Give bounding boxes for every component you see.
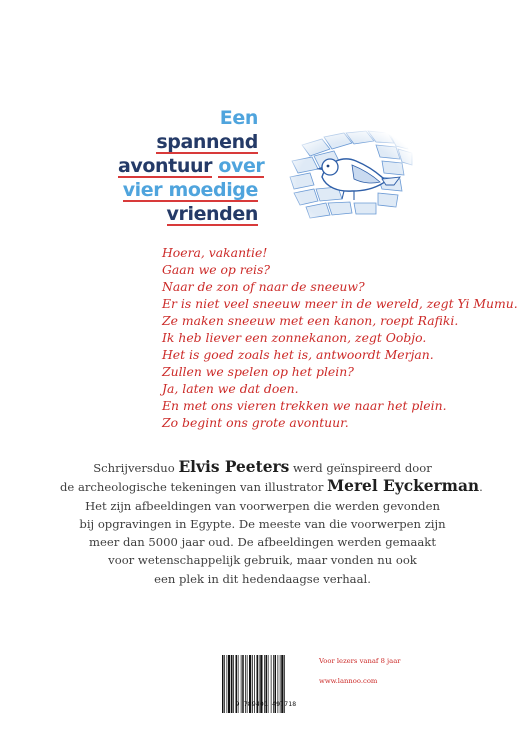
- pigeon-illustration: [282, 125, 417, 230]
- tagline-word: over: [218, 155, 265, 177]
- back-cover-meta: [319, 651, 401, 691]
- tagline-word: Een: [219, 107, 258, 129]
- blurb-line: voor wetenschappelijk gebruik, maar vonden nu ook: [108, 553, 417, 568]
- poem-line: Ze maken sneeuw met een kanon, roept Rafiki.: [162, 313, 459, 328]
- blurb-text: werd geïnspireerd door: [289, 461, 432, 475]
- blurb-text: de archeologische tekeningen van illustrator: [60, 480, 328, 495]
- blurb-line: een plek in dit hedendaagse verhaal.: [154, 571, 371, 586]
- poem-line: Er is niet veel sneeuw meer in de wereld, zegt Yi Mumu.: [162, 296, 518, 311]
- description-blurb: [60, 458, 483, 588]
- poem: [162, 244, 518, 431]
- tagline-word: vrienden: [166, 203, 258, 225]
- poem-line: Zo begint ons grote avontuur.: [162, 415, 349, 430]
- tagline: [118, 106, 265, 226]
- poem-line: Ja, laten we dat doen.: [162, 381, 299, 396]
- publisher-website: www.lannoo.com: [319, 677, 378, 685]
- poem-line: Gaan we op reis?: [162, 262, 271, 277]
- illustrator-name: Merel Eyckerman: [327, 477, 480, 496]
- blurb-text: Schrijversduo: [93, 461, 179, 475]
- isbn-number: 9 789401 497718: [235, 700, 297, 708]
- tagline-word: avontuur: [118, 155, 213, 177]
- poem-line: Naar de zon of naar de sneeuw?: [162, 279, 365, 294]
- poem-line: Ik heb liever een zonnekanon, zegt Oobjo.: [162, 330, 427, 345]
- poem-line: Zullen we spelen op het plein?: [162, 364, 354, 379]
- blurb-text: .: [479, 480, 483, 495]
- poem-line: Hoera, vakantie!: [162, 245, 268, 260]
- poem-line: Het is goed zoals het is, antwoordt Merjan.: [162, 347, 434, 362]
- tagline-word: spannend: [156, 131, 258, 153]
- tagline-word: vier moedige: [122, 179, 258, 201]
- blurb-line: bij opgravingen in Egypte. De meeste van die voorwerpen zijn: [79, 516, 446, 531]
- author-name: Elvis Peeters: [178, 458, 290, 476]
- age-recommendation: Voor lezers vanaf 8 jaar: [319, 657, 401, 665]
- blurb-line: meer dan 5000 jaar oud. De afbeeldingen werden gemaakt: [89, 535, 436, 550]
- blurb-line: Het zijn afbeeldingen van voorwerpen die werden gevonden: [85, 498, 440, 513]
- poem-line: En met ons vieren trekken we naar het plein.: [162, 398, 447, 413]
